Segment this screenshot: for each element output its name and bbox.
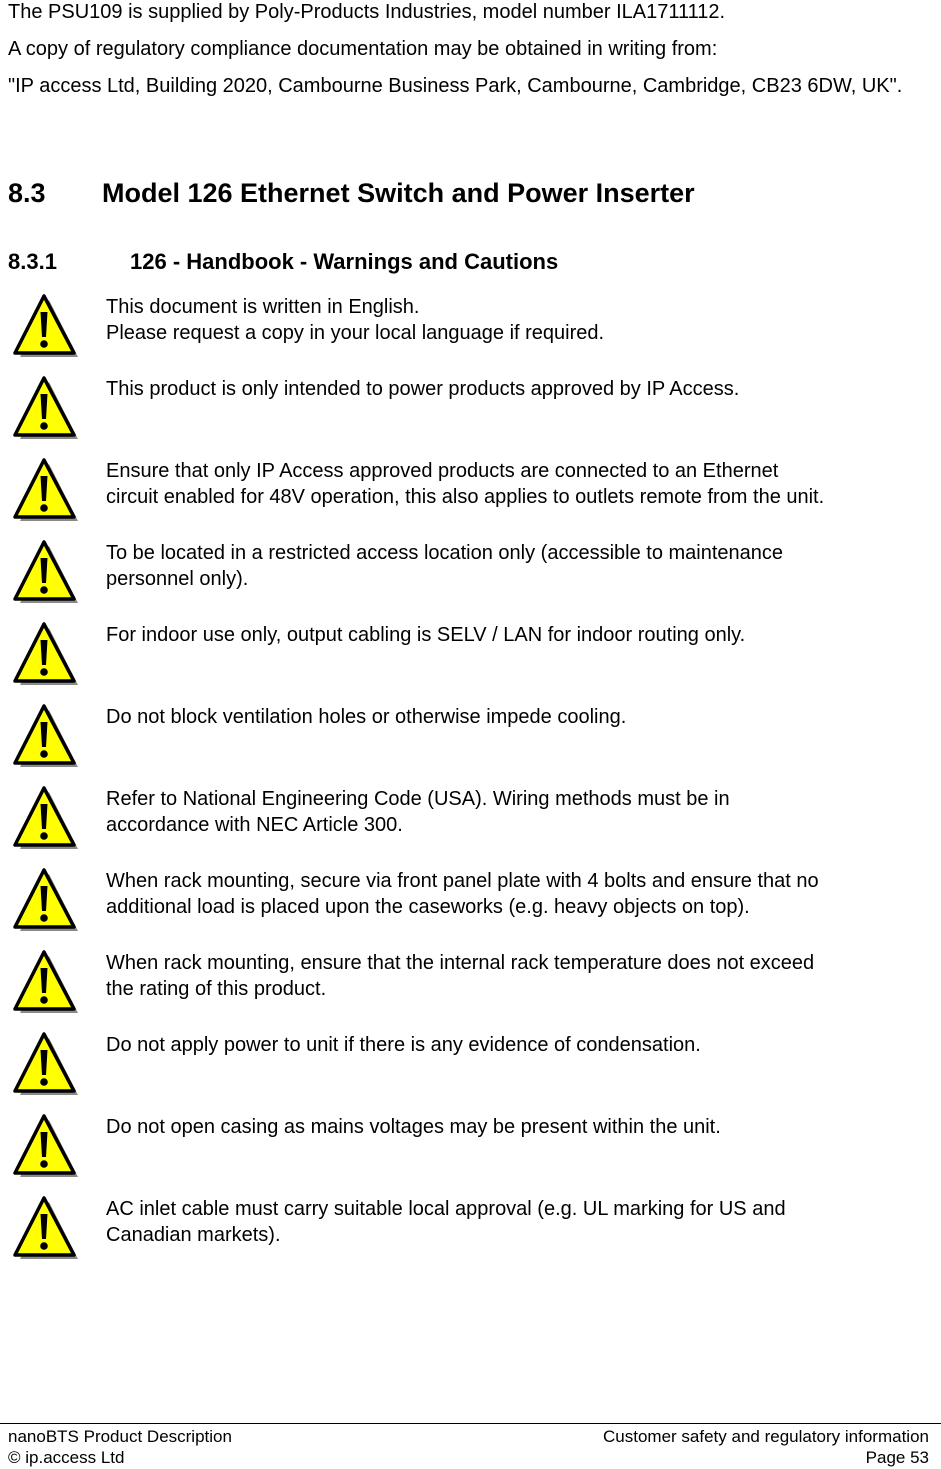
footer-doc-title: nanoBTS Product Description xyxy=(8,1427,232,1446)
footer-page-number: Page 53 xyxy=(865,1448,929,1467)
warning-text-line: This document is written in English. xyxy=(106,296,420,318)
subsection-heading xyxy=(8,248,558,276)
warning-triangle-icon xyxy=(12,376,80,442)
warning-item xyxy=(12,458,937,534)
warning-text-line: additional load is placed upon the caseworks (e.g. heavy objects on top). xyxy=(106,896,750,918)
warning-text xyxy=(106,704,936,730)
warning-item xyxy=(12,540,937,616)
footer-divider xyxy=(0,1423,941,1424)
warning-text-line: Do not open casing as mains voltages may be present within the unit. xyxy=(106,1116,721,1138)
warning-text-line: circuit enabled for 48V operation, this also applies to outlets remote from the unit. xyxy=(106,486,825,508)
footer-copyright: © ip.access Ltd xyxy=(8,1448,125,1467)
warning-text-line: Please request a copy in your local language if required. xyxy=(106,322,605,344)
warning-text-line: AC inlet cable must carry suitable local approval (e.g. UL marking for US and xyxy=(106,1198,786,1220)
warning-text xyxy=(106,376,936,402)
warning-text-line: When rack mounting, secure via front panel plate with 4 bolts and ensure that no xyxy=(106,870,819,892)
warning-text xyxy=(106,1196,936,1248)
warning-triangle-icon xyxy=(12,294,80,360)
warning-item xyxy=(12,1114,937,1190)
warning-triangle-icon xyxy=(12,1196,80,1262)
warning-triangle-icon xyxy=(12,950,80,1016)
section-title: Model 126 Ethernet Switch and Power Inserter xyxy=(102,178,695,208)
warning-text xyxy=(106,1114,936,1140)
warning-item xyxy=(12,704,937,780)
warning-text xyxy=(106,540,936,592)
section-number: 8.3 xyxy=(8,178,46,208)
warning-item xyxy=(12,786,937,862)
warning-triangle-icon xyxy=(12,1114,80,1180)
subsection-number: 8.3.1 xyxy=(8,249,57,274)
warning-item xyxy=(12,294,937,370)
warning-text-line: personnel only). xyxy=(106,568,249,590)
warning-text xyxy=(106,786,936,838)
warning-triangle-icon xyxy=(12,458,80,524)
warning-text xyxy=(106,458,936,510)
warning-triangle-icon xyxy=(12,540,80,606)
warning-triangle-icon xyxy=(12,786,80,852)
warning-text-line: Do not apply power to unit if there is any evidence of condensation. xyxy=(106,1034,701,1056)
warning-text xyxy=(106,950,936,1002)
warning-text-line: the rating of this product. xyxy=(106,978,327,1000)
warning-item xyxy=(12,622,937,698)
warning-text-line: Refer to National Engineering Code (USA). Wiring methods must be in xyxy=(106,788,730,810)
warning-item xyxy=(12,868,937,944)
warning-text-line: When rack mounting, ensure that the internal rack temperature does not exceed xyxy=(106,952,815,974)
intro-address-text: "IP access Ltd, Building 2020, Cambourne Business Park, Cambourne, Cambridge, CB23 6DW, UK". xyxy=(8,75,903,97)
warning-triangle-icon xyxy=(12,868,80,934)
warning-text-line: This product is only intended to power products approved by IP Access. xyxy=(106,378,740,400)
warning-text xyxy=(106,868,936,920)
intro-supplier-text: The PSU109 is supplied by Poly-Products Industries, model number ILA1711112. xyxy=(8,1,726,23)
footer-chapter: Customer safety and regulatory information xyxy=(603,1427,929,1446)
warning-triangle-icon xyxy=(12,1032,80,1098)
warning-text-line: For indoor use only, output cabling is SELV / LAN for indoor routing only. xyxy=(106,624,746,646)
warning-item xyxy=(12,376,937,452)
warning-item xyxy=(12,1196,937,1272)
warning-text xyxy=(106,622,936,648)
warning-text-line: To be located in a restricted access location only (accessible to maintenance xyxy=(106,542,784,564)
intro-compliance-text: A copy of regulatory compliance documentation may be obtained in writing from: xyxy=(8,38,718,60)
warning-text xyxy=(106,294,936,346)
warning-triangle-icon xyxy=(12,622,80,688)
warning-triangle-icon xyxy=(12,704,80,770)
warning-text-line: Ensure that only IP Access approved products are connected to an Ethernet xyxy=(106,460,779,482)
warning-text-line: Do not block ventilation holes or otherwise impede cooling. xyxy=(106,706,627,728)
subsection-title: 126 - Handbook - Warnings and Cautions xyxy=(130,249,559,274)
section-heading xyxy=(8,176,695,210)
warning-text xyxy=(106,1032,936,1058)
warning-text-line: Canadian markets). xyxy=(106,1224,281,1246)
warning-item xyxy=(12,1032,937,1108)
warning-item xyxy=(12,950,937,1026)
warning-text-line: accordance with NEC Article 300. xyxy=(106,814,403,836)
